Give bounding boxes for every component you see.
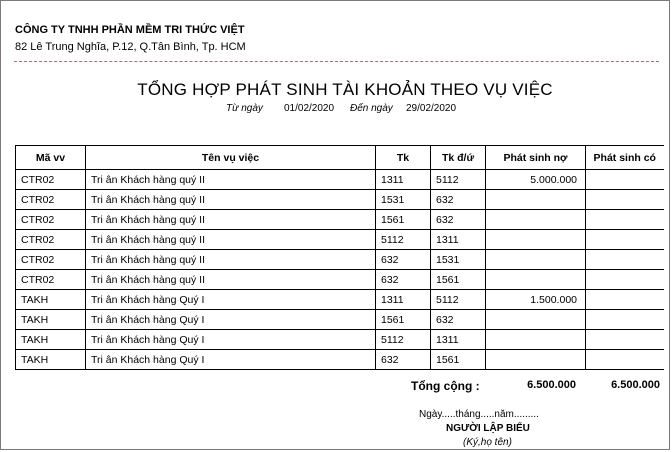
cell-phat-sinh-no (486, 190, 586, 210)
company-address: 82 Lê Trung Nghĩa, P.12, Q.Tân Bình, Tp. HCM (15, 41, 246, 53)
cell-phat-sinh-no (486, 310, 586, 330)
cell-tk: 1531 (376, 190, 431, 210)
table-row (16, 290, 664, 310)
cell-phat-sinh-no (486, 350, 586, 370)
cell-tk-doi-ung: 632 (431, 190, 486, 210)
cell-tk-doi-ung: 5112 (431, 170, 486, 190)
cell-phat-sinh-co (586, 270, 664, 290)
table-header-row (16, 146, 664, 170)
cell-phat-sinh-co (586, 230, 664, 250)
col-header-tk-doi-ung: Tk đ/ứ (431, 146, 486, 170)
cell-tk: 5112 (376, 230, 431, 250)
cell-tk-doi-ung: 1561 (431, 270, 486, 290)
cell-tk: 5112 (376, 330, 431, 350)
from-date-label: Từ ngày (226, 103, 263, 114)
company-name: CÔNG TY TNHH PHẦN MỀM TRI THỨC VIỆT (15, 24, 245, 36)
signature-note: (Ký,họ tên) (463, 437, 512, 448)
cell-phat-sinh-no (486, 250, 586, 270)
cell-ten-vu-viec: Tri ân Khách hàng quý II (86, 210, 376, 230)
cell-tk-doi-ung: 1531 (431, 250, 486, 270)
cell-ma-vv: CTR02 (16, 170, 86, 190)
cell-ten-vu-viec: Tri ân Khách hàng Quý I (86, 330, 376, 350)
total-debit: 6.500.000 (527, 379, 576, 391)
cell-ma-vv: CTR02 (16, 210, 86, 230)
table-row (16, 330, 664, 350)
cell-ten-vu-viec: Tri ân Khách hàng Quý I (86, 350, 376, 370)
cell-tk: 1311 (376, 290, 431, 310)
col-header-tk: Tk (376, 146, 431, 170)
cell-phat-sinh-no: 5.000.000 (486, 170, 586, 190)
table-row (16, 350, 664, 370)
cell-tk-doi-ung: 1311 (431, 330, 486, 350)
cell-tk: 632 (376, 250, 431, 270)
cell-ten-vu-viec: Tri ân Khách hàng Quý I (86, 290, 376, 310)
table-row (16, 270, 664, 290)
cell-tk-doi-ung: 632 (431, 210, 486, 230)
table-row (16, 210, 664, 230)
cell-ten-vu-viec: Tri ân Khách hàng quý II (86, 270, 376, 290)
cell-ten-vu-viec: Tri ân Khách hàng quý II (86, 250, 376, 270)
cell-ma-vv: TAKH (16, 350, 86, 370)
cell-tk-doi-ung: 1311 (431, 230, 486, 250)
cell-ma-vv: CTR02 (16, 230, 86, 250)
cell-tk: 1311 (376, 170, 431, 190)
cell-phat-sinh-co (586, 190, 664, 210)
cell-phat-sinh-co (586, 310, 664, 330)
col-header-ten-vu-viec: Tên vụ việc (86, 146, 376, 170)
cell-phat-sinh-co (586, 170, 664, 190)
cell-phat-sinh-co (586, 290, 664, 310)
col-header-ma-vv: Mã vv (16, 146, 86, 170)
cell-tk: 632 (376, 350, 431, 370)
cell-ma-vv: CTR02 (16, 270, 86, 290)
col-header-phat-sinh-no: Phát sinh nợ (486, 146, 586, 170)
table-row (16, 190, 664, 210)
table-row (16, 230, 664, 250)
cell-phat-sinh-no (486, 230, 586, 250)
cell-phat-sinh-co (586, 350, 664, 370)
cell-ma-vv: CTR02 (16, 250, 86, 270)
header-divider (14, 61, 659, 62)
signature-date-line: Ngày.....tháng.....năm......... (419, 409, 539, 420)
totals-label: Tổng cộng : (411, 379, 480, 393)
cell-ma-vv: CTR02 (16, 190, 86, 210)
cell-tk: 1561 (376, 310, 431, 330)
col-header-phat-sinh-co: Phát sinh có (586, 146, 664, 170)
table-row (16, 250, 664, 270)
total-credit: 6.500.000 (611, 379, 660, 391)
cell-tk: 632 (376, 270, 431, 290)
cell-tk-doi-ung: 632 (431, 310, 486, 330)
to-date-value: 29/02/2020 (406, 103, 457, 114)
cell-ten-vu-viec: Tri ân Khách hàng quý II (86, 190, 376, 210)
cell-ten-vu-viec: Tri ân Khách hàng quý II (86, 170, 376, 190)
from-date-value: 01/02/2020 (284, 103, 335, 114)
cell-phat-sinh-no: 1.500.000 (486, 290, 586, 310)
cell-tk-doi-ung: 5112 (431, 290, 486, 310)
cell-phat-sinh-co (586, 250, 664, 270)
cell-ma-vv: TAKH (16, 330, 86, 350)
cell-ma-vv: TAKH (16, 310, 86, 330)
cell-ten-vu-viec: Tri ân Khách hàng Quý I (86, 310, 376, 330)
cell-phat-sinh-no (486, 270, 586, 290)
cell-phat-sinh-co (586, 330, 664, 350)
cell-tk: 1561 (376, 210, 431, 230)
cell-ten-vu-viec: Tri ân Khách hàng quý II (86, 230, 376, 250)
cell-tk-doi-ung: 1561 (431, 350, 486, 370)
cell-ma-vv: TAKH (16, 290, 86, 310)
cell-phat-sinh-no (486, 210, 586, 230)
table-row (16, 170, 664, 190)
signature-title: NGƯỜI LẬP BIỂU (446, 423, 530, 434)
cell-phat-sinh-co (586, 210, 664, 230)
report-table (15, 145, 664, 370)
table-row (16, 310, 664, 330)
report-title: TỔNG HỢP PHÁT SINH TÀI KHOẢN THEO VỤ VIỆC (137, 80, 553, 99)
to-date-label: Đến ngày (350, 103, 393, 114)
cell-phat-sinh-no (486, 330, 586, 350)
